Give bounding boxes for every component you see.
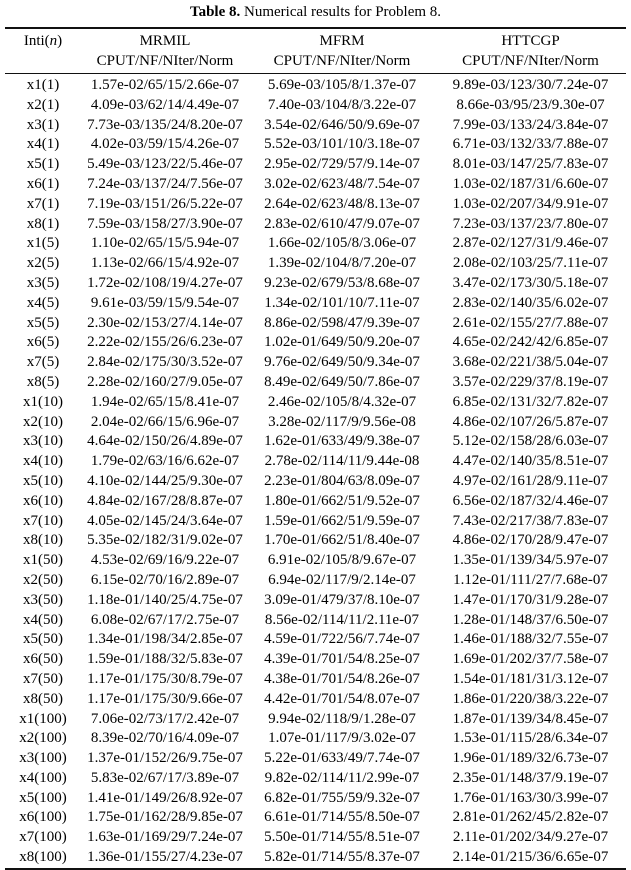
mrmil-value-cell: 7.73e-03/135/24/8.20e-07 [87,116,243,133]
inti-prefix: Inti( [23,33,50,49]
httcgp-value-cell: 4.97e-02/161/28/9.11e-07 [452,472,609,489]
row-label-cell: x7(50) [23,670,63,687]
table-row [5,393,626,413]
mrmil-value-cell: 1.34e-01/198/34/2.85e-07 [87,631,243,648]
row-label-cell: x2(100) [19,730,67,747]
table-row [5,808,626,828]
row-label-cell: x2(50) [23,571,63,588]
table-row [5,155,626,175]
mfrm-value-cell: 8.86e-02/598/47/9.39e-07 [264,314,420,331]
mfrm-value-cell: 2.95e-02/729/57/9.14e-07 [264,156,420,173]
httcgp-value-cell: 6.56e-02/187/32/4.46e-07 [452,492,609,509]
row-label-cell: x6(1) [26,175,60,192]
table-row [5,690,626,710]
httcgp-value-cell: 1.96e-01/189/32/6.73e-07 [452,750,609,767]
row-label-cell: x2(5) [26,255,60,272]
mrmil-value-cell: 2.22e-02/155/26/6.23e-07 [87,334,243,351]
row-label-cell: x4(5) [26,294,60,311]
httcgp-value-cell: 1.54e-01/181/31/3.12e-07 [452,670,609,687]
mfrm-value-cell: 6.82e-01/755/59/9.32e-07 [264,789,420,806]
httcgp-value-cell: 1.12e-01/111/27/7.68e-07 [453,571,608,588]
mfrm-value-cell: 1.62e-01/633/49/9.38e-07 [264,433,420,450]
httcgp-value-cell: 2.35e-01/148/37/9.19e-07 [452,769,609,786]
table-row [5,670,626,690]
row-label-cell: x8(1) [26,215,60,232]
table-body [5,74,626,869]
mfrm-value-cell: 4.38e-01/701/54/8.26e-07 [264,670,420,687]
mfrm-value-cell: 9.23e-02/679/53/8.68e-07 [264,274,420,291]
mfrm-value-cell: 9.82e-02/114/11/2.99e-07 [264,769,420,786]
mrmil-value-cell: 1.17e-01/175/30/8.79e-07 [87,670,243,687]
row-label-cell: x7(100) [19,829,67,846]
httcgp-value-cell: 1.86e-01/220/38/3.22e-07 [452,690,609,707]
row-label-cell: x5(100) [19,789,67,806]
row-label-cell: x4(50) [23,611,63,628]
mrmil-value-cell: 5.83e-02/67/17/3.89e-07 [90,769,240,786]
mfrm-value-cell: 2.83e-02/610/47/9.07e-07 [264,215,420,232]
col-header-mfrm: MFRM [249,28,435,52]
mfrm-value-cell: 5.69e-03/105/8/1.37e-07 [267,77,417,93]
row-label-cell: x3(100) [19,750,67,767]
mrmil-value-cell: 1.13e-02/66/15/4.92e-07 [90,255,240,272]
mfrm-value-cell: 8.49e-02/649/50/7.86e-07 [264,373,420,390]
row-label-cell: x8(10) [23,532,63,549]
row-label-cell: x4(10) [23,453,63,470]
httcgp-value-cell: 3.47e-02/173/30/5.18e-07 [452,274,609,291]
row-label-cell: x3(10) [23,433,63,450]
httcgp-value-cell: 1.47e-01/170/31/9.28e-07 [452,591,609,608]
inti-suffix: ) [57,33,63,49]
mfrm-value-cell: 5.22e-01/633/49/7.74e-07 [264,750,420,767]
table-row [5,135,626,155]
table-row [5,274,626,294]
mfrm-value-cell: 4.59e-01/722/56/7.74e-07 [264,631,420,648]
table-row [5,96,626,116]
httcgp-value-cell: 7.99e-03/133/24/3.84e-07 [452,116,609,133]
mrmil-value-cell: 1.59e-01/188/32/5.83e-07 [87,651,243,668]
mrmil-value-cell: 1.17e-01/175/30/9.66e-07 [87,690,243,707]
col-header-mrmil: MRMIL [81,28,249,52]
row-label-cell: x2(10) [23,413,63,430]
httcgp-value-cell: 1.69e-01/202/37/7.58e-07 [452,651,609,668]
mfrm-value-cell: 1.07e-01/117/9/3.02e-07 [268,730,416,747]
httcgp-value-cell: 4.86e-02/107/26/5.87e-07 [452,413,609,430]
mfrm-value-cell: 6.94e-02/117/9/2.14e-07 [268,571,416,588]
httcgp-value-cell: 2.61e-02/155/27/7.88e-07 [452,314,609,331]
row-label-cell: x8(100) [19,849,67,866]
row-label-cell: x1(5) [26,235,60,252]
httcgp-value-cell: 6.85e-02/131/32/7.82e-07 [452,393,609,410]
row-label-cell: x6(10) [23,492,63,509]
mfrm-value-cell: 4.42e-01/701/54/8.07e-07 [264,690,420,707]
table-row [5,234,626,254]
row-label-cell: x3(50) [23,591,63,608]
mfrm-value-cell: 1.34e-02/101/10/7.11e-07 [264,294,420,311]
mrmil-value-cell: 1.36e-01/155/27/4.23e-07 [87,849,243,866]
row-label-cell: x5(10) [23,472,63,489]
mrmil-value-cell: 4.10e-02/144/25/9.30e-07 [87,472,243,489]
mrmil-value-cell: 8.39e-02/70/16/4.09e-07 [90,730,240,747]
mrmil-value-cell: 1.41e-01/149/26/8.92e-07 [87,789,243,806]
mfrm-value-cell: 2.23e-01/804/63/8.09e-07 [264,472,420,489]
row-label-cell: x5(5) [26,314,60,331]
mfrm-value-cell: 3.02e-02/623/48/7.54e-07 [264,175,420,192]
httcgp-value-cell: 1.35e-01/139/34/5.97e-07 [452,552,609,569]
mrmil-value-cell: 2.04e-02/66/15/6.96e-07 [90,413,240,430]
table-header [5,28,626,74]
mrmil-value-cell: 4.53e-02/69/16/9.22e-07 [90,552,240,569]
mrmil-value-cell: 4.02e-03/59/15/4.26e-07 [90,136,240,153]
mfrm-value-cell: 6.91e-02/105/8/9.67e-07 [267,552,417,569]
table-row [5,294,626,314]
httcgp-value-cell: 1.87e-01/139/34/8.45e-07 [452,710,609,727]
mfrm-value-cell: 9.76e-02/649/50/9.34e-07 [264,354,420,371]
row-label-cell: x1(10) [23,393,63,410]
table-row [5,611,626,631]
httcgp-value-cell: 5.12e-02/158/28/6.03e-07 [452,433,609,450]
httcgp-value-cell: 1.53e-01/115/28/6.34e-07 [452,730,609,747]
col-header-httcgp: HTTCGP [435,28,626,52]
mrmil-value-cell: 4.05e-02/145/24/3.64e-07 [87,512,243,529]
mfrm-value-cell: 1.39e-02/104/8/7.20e-07 [267,255,417,272]
subheader-httcgp: CPUT/NF/NIter/Norm [435,52,626,74]
httcgp-value-cell: 7.43e-02/217/38/7.83e-07 [452,512,609,529]
table-row [5,551,626,571]
mfrm-value-cell: 1.66e-02/105/8/3.06e-07 [267,235,417,252]
mrmil-value-cell: 1.57e-02/65/15/2.66e-07 [90,77,240,93]
table-row [5,749,626,769]
httcgp-value-cell: 4.65e-02/242/42/6.85e-07 [452,334,609,351]
row-label-cell: x5(1) [26,156,60,173]
httcgp-value-cell: 4.86e-02/170/28/9.47e-07 [452,532,609,549]
httcgp-value-cell: 6.71e-03/132/33/7.88e-07 [452,136,609,153]
table-row [5,452,626,472]
table-row [5,650,626,670]
row-label-cell: x8(5) [26,373,60,390]
table-row [5,492,626,512]
mfrm-value-cell: 2.46e-02/105/8/4.32e-07 [267,393,417,410]
mfrm-value-cell: 5.82e-01/714/55/8.37e-07 [264,849,420,866]
table-row [5,848,626,869]
mrmil-value-cell: 4.84e-02/167/28/8.87e-07 [87,492,243,509]
subheader-mrmil: CPUT/NF/NIter/Norm [81,52,249,74]
mrmil-value-cell: 2.28e-02/160/27/9.05e-07 [87,373,243,390]
httcgp-value-cell: 2.81e-01/262/45/2.82e-07 [452,809,609,826]
row-label-cell: x1(100) [19,710,67,727]
row-label-cell: x7(5) [26,354,60,371]
methods-header-row [5,28,626,52]
subheader-mfrm: CPUT/NF/NIter/Norm [249,52,435,74]
table-row [5,531,626,551]
mfrm-value-cell: 9.94e-02/118/9/1.28e-07 [268,710,416,727]
httcgp-value-cell: 1.03e-02/207/34/9.91e-07 [452,195,609,212]
table-row [5,215,626,235]
mfrm-value-cell: 2.78e-02/114/11/9.44e-08 [264,453,420,470]
mrmil-value-cell: 1.18e-01/140/25/4.75e-07 [87,591,243,608]
table-row [5,571,626,591]
mrmil-value-cell: 1.63e-01/169/29/7.24e-07 [87,829,243,846]
table-row [5,333,626,353]
mfrm-value-cell: 5.50e-01/714/55/8.51e-07 [264,829,420,846]
table-row [5,769,626,789]
mrmil-value-cell: 5.35e-02/182/31/9.02e-07 [87,532,243,549]
row-label-cell: x7(10) [23,512,63,529]
table-row [5,472,626,492]
mrmil-value-cell: 7.24e-03/137/24/7.56e-07 [87,175,243,192]
row-label-cell: x4(100) [19,769,67,786]
results-table [5,27,626,870]
mrmil-value-cell: 6.08e-02/67/17/2.75e-07 [90,611,240,628]
httcgp-value-cell: 3.57e-02/229/37/8.19e-07 [452,373,609,390]
mfrm-value-cell: 1.80e-01/662/51/9.52e-07 [264,492,420,509]
table-row [5,373,626,393]
row-label-cell: x6(100) [19,809,67,826]
mrmil-value-cell: 6.15e-02/70/16/2.89e-07 [90,571,240,588]
row-label-cell: x4(1) [26,136,60,153]
mrmil-value-cell: 7.19e-03/151/26/5.22e-07 [87,195,243,212]
table-caption [0,3,631,22]
httcgp-value-cell: 1.46e-01/188/32/7.55e-07 [452,631,609,648]
subheader-empty-cell [5,52,81,74]
mrmil-value-cell: 9.61e-03/59/15/9.54e-07 [90,294,240,311]
subheader-row [5,52,626,74]
httcgp-value-cell: 2.14e-01/215/36/6.65e-07 [452,849,609,866]
mrmil-value-cell: 1.79e-02/63/16/6.62e-07 [90,453,240,470]
inti-var-n: n [49,33,58,49]
table-row [5,74,626,96]
row-label-cell: x6(50) [23,651,63,668]
httcgp-value-cell: 8.01e-03/147/25/7.83e-07 [452,156,609,173]
mrmil-value-cell: 5.49e-03/123/22/5.46e-07 [87,156,243,173]
row-label-cell: x5(50) [23,631,63,648]
httcgp-value-cell: 8.66e-03/95/23/9.30e-07 [456,96,605,113]
mrmil-value-cell: 1.75e-01/162/28/9.85e-07 [87,809,243,826]
row-label-cell: x3(5) [26,274,60,291]
httcgp-value-cell: 2.83e-02/140/35/6.02e-07 [452,294,609,311]
caption-text: Numerical results for Problem 8. [240,4,442,20]
mfrm-value-cell: 3.54e-02/646/50/9.69e-07 [264,116,420,133]
mfrm-value-cell: 1.02e-01/649/50/9.20e-07 [264,334,420,351]
table-row [5,828,626,848]
mfrm-value-cell: 1.70e-01/662/51/8.40e-07 [264,532,420,549]
table-row [5,512,626,532]
mrmil-value-cell: 1.94e-02/65/15/8.41e-07 [90,393,240,410]
httcgp-value-cell: 2.87e-02/127/31/9.46e-07 [452,235,609,252]
httcgp-value-cell: 9.89e-03/123/30/7.24e-07 [452,77,609,93]
row-label-cell: x8(50) [23,690,63,707]
table-row [5,630,626,650]
table-row [5,195,626,215]
mfrm-value-cell: 3.28e-02/117/9/9.56e-08 [268,413,416,430]
mrmil-value-cell: 4.09e-03/62/14/4.49e-07 [90,96,240,113]
mfrm-value-cell: 1.59e-01/662/51/9.59e-07 [264,512,420,529]
mfrm-value-cell: 6.61e-01/714/55/8.50e-07 [264,809,420,826]
mfrm-value-cell: 5.52e-03/101/10/3.18e-07 [264,136,420,153]
table-row [5,116,626,136]
httcgp-value-cell: 1.28e-01/148/37/6.50e-07 [452,611,609,628]
mfrm-value-cell: 3.09e-01/479/37/8.10e-07 [264,591,420,608]
mrmil-value-cell: 1.10e-02/65/15/5.94e-07 [90,235,240,252]
httcgp-value-cell: 4.47e-02/140/35/8.51e-07 [452,453,609,470]
table-row [5,432,626,452]
table-row [5,591,626,611]
httcgp-value-cell: 1.76e-01/163/30/3.99e-07 [452,789,609,806]
row-label-cell: x7(1) [26,195,60,212]
httcgp-value-cell: 2.11e-01/202/34/9.27e-07 [452,829,609,846]
table-row [5,729,626,749]
row-label-cell: x3(1) [26,116,60,133]
mrmil-value-cell: 2.30e-02/153/27/4.14e-07 [87,314,243,331]
table-row [5,314,626,334]
table-row [5,254,626,274]
mrmil-value-cell: 4.64e-02/150/26/4.89e-07 [87,433,243,450]
mfrm-value-cell: 4.39e-01/701/54/8.25e-07 [264,651,420,668]
caption-label: Table 8. [189,4,241,20]
mrmil-value-cell: 7.59e-03/158/27/3.90e-07 [87,215,243,232]
httcgp-value-cell: 7.23e-03/137/23/7.80e-07 [452,215,609,232]
mfrm-value-cell: 2.64e-02/623/48/8.13e-07 [264,195,420,212]
mrmil-value-cell: 1.72e-02/108/19/4.27e-07 [87,274,243,291]
row-label-cell: x1(1) [26,77,60,93]
mrmil-value-cell: 7.06e-02/73/17/2.42e-07 [90,710,240,727]
table-row [5,789,626,809]
row-label-cell: x6(5) [26,334,60,351]
mfrm-value-cell: 8.56e-02/114/11/2.11e-07 [264,611,420,628]
table-row [5,175,626,195]
mrmil-value-cell: 1.37e-01/152/26/9.75e-07 [87,750,243,767]
row-label-cell: x1(50) [23,552,63,569]
mrmil-value-cell: 2.84e-02/175/30/3.52e-07 [87,354,243,371]
httcgp-value-cell: 2.08e-02/103/25/7.11e-07 [452,255,609,272]
table-row [5,710,626,730]
table-row [5,353,626,373]
col-header-inti-n [5,28,81,52]
table-row [5,413,626,433]
httcgp-value-cell: 1.03e-02/187/31/6.60e-07 [452,175,609,192]
httcgp-value-cell: 3.68e-02/221/38/5.04e-07 [452,354,609,371]
row-label-cell: x2(1) [26,96,60,113]
mfrm-value-cell: 7.40e-03/104/8/3.22e-07 [267,96,417,113]
